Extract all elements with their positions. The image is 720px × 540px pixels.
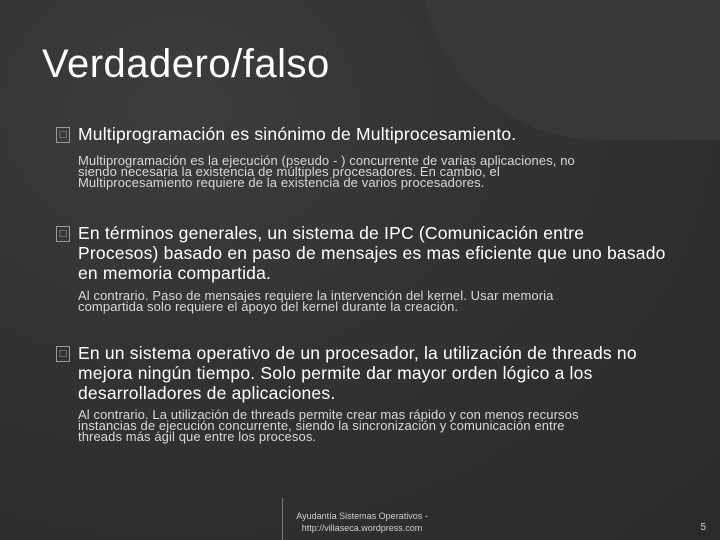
footer-url: http://villaseca.wordpress.com <box>301 523 423 533</box>
page-number: 5 <box>700 522 706 533</box>
list-item-2 <box>56 223 666 343</box>
footer-course-label: Ayudantía Sistemas Operativos - <box>296 511 428 521</box>
item-statement: En un sistema operativo de un procesador, la utilización de threads no mejora ningún tiempo. Solo permite dar mayor orden lógico a los desarrolladores de aplicaciones. <box>78 343 637 403</box>
checkbox-bullet-icon: □ <box>56 346 70 362</box>
checkbox-bullet-icon: □ <box>56 127 70 143</box>
footer-source <box>282 510 442 534</box>
list-item-3 <box>56 343 666 478</box>
list-item-1 <box>56 124 666 224</box>
checkbox-bullet-icon: □ <box>56 226 70 242</box>
item-explanation: Al contrario. Paso de mensajes requiere la intervención del kernel. Usar memoria compartida solo requiere el apoyo del kernel durante la creación. <box>78 288 554 314</box>
item-statement: Multiprogramación es sinónimo de Multiprocesamiento. <box>78 124 517 144</box>
item-statement: En términos generales, un sistema de IPC (Comunicación entre Procesos) basado en paso de mensajes es mas eficiente que uno basado en memoria compartida. <box>78 223 666 283</box>
item-explanation: Multiprogramación es la ejecución (pseudo - ) concurrente de varias aplicaciones, no siendo necesaria la existencia de múltiples procesadores. En cambio, el Multiprocesamiento requiere de la existencia de varios procesadores. <box>78 153 575 190</box>
decorative-corner-shape <box>420 0 720 140</box>
slide-title: Verdadero/falso <box>42 42 330 86</box>
item-explanation: Al contrario. La utilización de threads permite crear mas rápido y con menos recursos instancias de ejecución concurrente, siendo la sincronización y comunicación entre threads más ágil que entre los procesos. <box>78 407 579 444</box>
